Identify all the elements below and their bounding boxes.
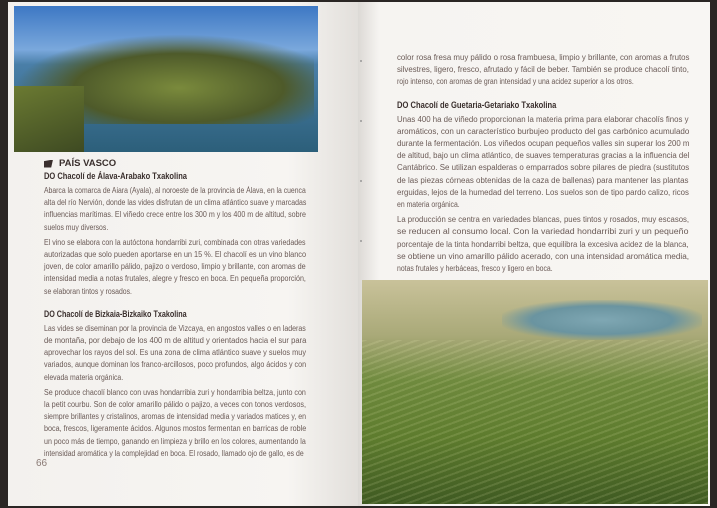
left-page xyxy=(8,2,358,506)
text-line: notas frutales y herbáceas, fresco y ligero en boca. xyxy=(397,264,553,274)
section-title: DO Chacolí de Bizkaia-Bizkaiko Txakolina xyxy=(44,308,187,319)
text-line: variados, aunque dominan los franco-arcillosos, poco profundos, algo ácidos y con xyxy=(44,360,307,370)
do-section xyxy=(397,99,689,276)
text-line: se reducen al consumo local. Con la variedad hondarribi zuri y un pequeño xyxy=(397,227,689,237)
section-marker-icon xyxy=(44,160,53,168)
coastal-islet-photo xyxy=(14,6,318,152)
region-title: PAÍS VASCO xyxy=(59,158,117,169)
text-line: rojo intenso, con aromas de gran intensidad y una acidez superior a los otros. xyxy=(397,77,634,87)
text-line: intensidad aromática y la complejidad en boca. El rosado, llamado ojo de gallo, es de xyxy=(44,448,304,458)
left-page-text xyxy=(44,157,306,463)
text-line: La producción se centra en variedades blancas, pues tintos y rosados, muy escasos, xyxy=(397,215,690,225)
paragraph xyxy=(44,185,306,234)
paragraph xyxy=(44,237,306,298)
text-line: intensidad media a notas frutales, alegre y fresco en boca. En pequeña proporción, xyxy=(44,274,306,284)
text-line: se obtiene un vino amarillo pálido acerado, con una intensidad aromática media, xyxy=(397,251,690,261)
text-line: El vino se elabora con la autóctona hondarribi zuri, combinada con otras variedades xyxy=(44,237,306,247)
text-line: de montaña, por debajo de los 400 m de altitud y orientados hacia el sur para xyxy=(44,336,307,346)
text-line: Se produce chacolí blanco con uvas hondarribia zuri y hondarribia beltza, junto con xyxy=(44,387,306,397)
section-title: DO Chacolí de Guetaria-Getariako Txakolina xyxy=(397,99,557,110)
text-line: Unas 400 ha de viñedo proporcionan la materia prima para elaborar chacolís finos y xyxy=(397,114,689,124)
text-line: la petit courbu. Son de color amarillo pálido o pajizo, a veces con tonos verdosos, xyxy=(44,400,307,410)
text-line: Abarca la comarca de Aiara (Ayala), al noroeste de la provincia de Álava, en la cuenca xyxy=(44,186,306,195)
text-line: de altitud, bajo un clima atlántico, de suaves temperaturas gracias a la influencia del xyxy=(397,151,690,161)
text-line: un poco más de tiempo, ganando en limpieza y brillo en los colores, aumentando la xyxy=(44,436,306,446)
paragraph xyxy=(44,323,306,384)
text-line: suelos muy diversos. xyxy=(44,222,109,232)
do-section xyxy=(44,308,306,460)
vineyard-landscape-photo xyxy=(362,280,708,504)
text-line: erguidas, lejos de la humedad del terreno. Los suelos son de tipo pardo calizo, ricos xyxy=(397,187,689,197)
text-line: porcentaje de la tinta hondarribi beltza, que equilibra la excesiva acidez de la blanca, xyxy=(397,239,689,249)
text-line: joven, de color amarillo pálido, pajizo o verdoso, limpio y brillante, con aromas de xyxy=(44,262,306,272)
section-title: DO Chacolí de Álava-Arabako Txakolina xyxy=(44,171,187,181)
text-line: aromáticos, con un característico burbujeo producto del gas carbónico acumulado xyxy=(397,126,690,136)
left-sections xyxy=(44,170,306,460)
continuation-paragraph xyxy=(397,52,689,89)
text-line: color rosa fresa muy pálido o rosa frambuesa, limpio y brillante, con aromas a frutos xyxy=(397,53,690,62)
do-section xyxy=(44,170,306,298)
text-line: silvestres, ligero, fresco, afrutado y fácil de beber. También se produce chacolí tinto, xyxy=(397,65,689,75)
text-line: de las piezas córneas obtenidas de la caza de ballenas) para mantener las plantas xyxy=(397,175,689,185)
text-line: se elaboran tintos y rosados. xyxy=(44,286,132,296)
text-line: siempre brillantes y cristalinos, aromas de intensidad media y variados matices y, en xyxy=(44,412,307,422)
paragraph xyxy=(397,214,689,275)
text-line: en materia orgánica. xyxy=(397,200,460,210)
right-page xyxy=(358,2,710,506)
paragraph xyxy=(44,387,306,460)
text-line: boca, frescos, ligeramente ácidos. Algunos mostos fermentan en barricas de roble xyxy=(44,424,307,434)
page-number: 66 xyxy=(36,458,48,469)
region-heading xyxy=(44,157,306,170)
text-line: influencias marítimas. El viñedo crece entre los 300 m y los 400 m de altitud, sobre xyxy=(44,210,306,220)
text-line: elevada materia orgánica. xyxy=(44,372,124,382)
text-line: durante la fermentación. Los viñedos ocupan pequeños valles sin superar los 200 m xyxy=(397,139,690,149)
right-sections xyxy=(397,99,689,276)
right-page-text xyxy=(397,52,689,278)
text-line: autorizadas que solo pueden aportarse en un 15 %. El chacolí es un vino blanco xyxy=(44,250,307,260)
text-line: Las vides se diseminan por la provincia de Vizcaya, en angostos valles o en laderas xyxy=(44,323,306,333)
text-line: aprovechar los rayos del sol. Es una zona de clima atlántico suave y suelos muy xyxy=(44,348,307,358)
text-line: Cantábrico. Se utilizan espalderas o emparrados sobre pilares de piedra (sustitutos xyxy=(397,163,690,173)
text-line: alta del río Nervión, donde las vides disfrutan de un clima atlántico suave y marcadas xyxy=(44,198,307,208)
paragraph xyxy=(397,114,689,212)
